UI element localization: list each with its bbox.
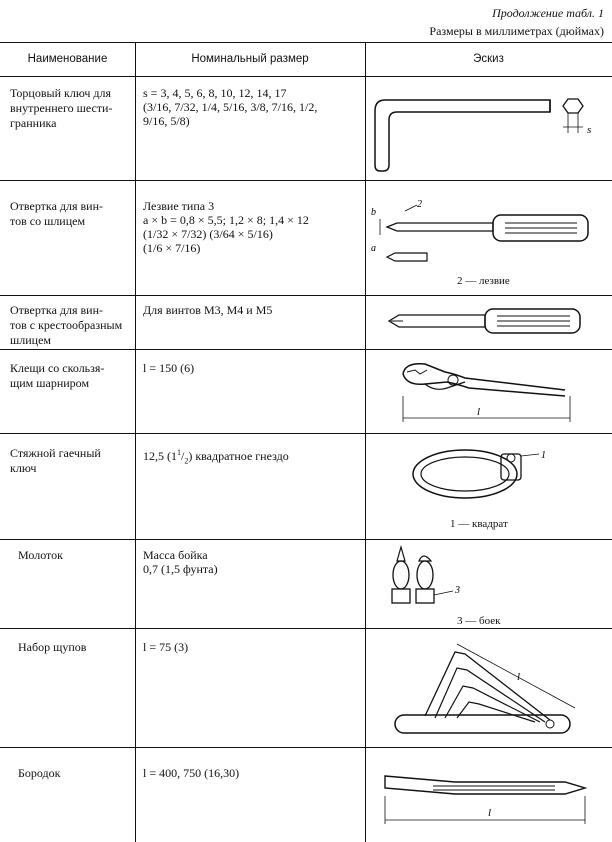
header-name: Наименование (27, 53, 108, 65)
row-divider (0, 180, 612, 181)
row-name-hex-key: Торцовый ключ для внутреннего шести- гранника (10, 86, 113, 130)
label-a: a (371, 243, 376, 254)
label-l: l (477, 406, 481, 418)
header-sketch: Эскиз (473, 53, 504, 65)
sketch-hex-key (365, 85, 612, 175)
row-name-punch: Бородок (18, 766, 61, 780)
sketch-slot-screwdriver (365, 193, 612, 287)
sketch-feeler-gauge (365, 630, 612, 745)
label-3: 3 (455, 585, 460, 596)
header-size: Номинальный размер (191, 53, 309, 65)
row-divider (0, 747, 612, 748)
row-divider (0, 539, 612, 540)
row-divider (0, 628, 612, 629)
row-name-slot-screwdriver: Отвертка для вин- тов со шлицем (10, 199, 104, 228)
feeler-gauge-drawing (365, 630, 612, 745)
table-continuation-caption: Продолжение табл. 1 (492, 6, 604, 20)
header-bottom-border (0, 76, 612, 77)
row-size-pliers: l = 150 (6) (143, 361, 195, 375)
row-size-hammer: Масса бойка 0,7 (1,5 фунта) (143, 548, 218, 576)
hex-key-drawing (365, 85, 612, 175)
pliers-drawing (365, 352, 612, 430)
note-face: 3 — боек (457, 615, 501, 627)
note-square: 1 — квадрат (450, 518, 508, 530)
strap-wrench-drawing (365, 440, 612, 510)
sketch-pliers (365, 352, 612, 430)
sketch-punch (365, 760, 612, 835)
label-l: l (488, 807, 492, 819)
sketch-hammer (365, 541, 612, 627)
column-divider (135, 42, 136, 842)
row-name-feeler-gauge: Набор щупов (18, 640, 87, 654)
hammer-drawing (365, 541, 612, 611)
row-size-feeler-gauge: l = 75 (3) (143, 640, 189, 654)
row-size-punch: l = 400, 750 (16,30) (143, 766, 240, 780)
label-s: s (587, 124, 592, 136)
label-2: 2 (417, 199, 422, 210)
row-divider (0, 433, 612, 434)
label-l: l (517, 671, 521, 683)
note-blade: 2 — лезвие (457, 275, 510, 287)
label-1: 1 (541, 450, 546, 461)
sketch-strap-wrench (365, 440, 612, 530)
row-name-phillips-screwdriver: Отвертка для вин- тов с крестообразным шлицем (10, 303, 123, 347)
row-size-strap-wrench: 12,5 $(1^1/_2)$ квадратное гнездо (143, 448, 289, 466)
row-size-hex-key: s = 3, 4, 5, 6, 8, 10, 12, 14, 17 (3/16, 7/32, 1/4, 5/16, 3/8, 7/16, 1/2, 9/16, 5/8) (143, 86, 318, 128)
row-size-slot-screwdriver: Лезвие типа 3 a × b = 0,8 × 5,5; 1,2 × 8; 1,4 × 12 (1/32 × 7/32) (3/64 × 5/16) (1/6 × 7/16) (143, 199, 309, 255)
row-divider (0, 295, 612, 296)
row-size-phillips-screwdriver: Для винтов М3, М4 и М5 (143, 303, 273, 317)
units-caption: Размеры в миллиметрах (дюймах) (429, 24, 604, 38)
punch-drawing (365, 760, 612, 835)
phillips-screwdriver-drawing (365, 303, 612, 343)
slot-screwdriver-drawing (365, 193, 612, 273)
row-name-pliers: Клещи со скользя- щим шарниром (10, 361, 105, 390)
label-b: b (371, 207, 376, 218)
row-divider (0, 349, 612, 350)
sketch-phillips-screwdriver (365, 303, 612, 343)
row-name-hammer: Молоток (18, 548, 63, 562)
row-name-strap-wrench: Стяжной гаечный ключ (10, 446, 101, 475)
